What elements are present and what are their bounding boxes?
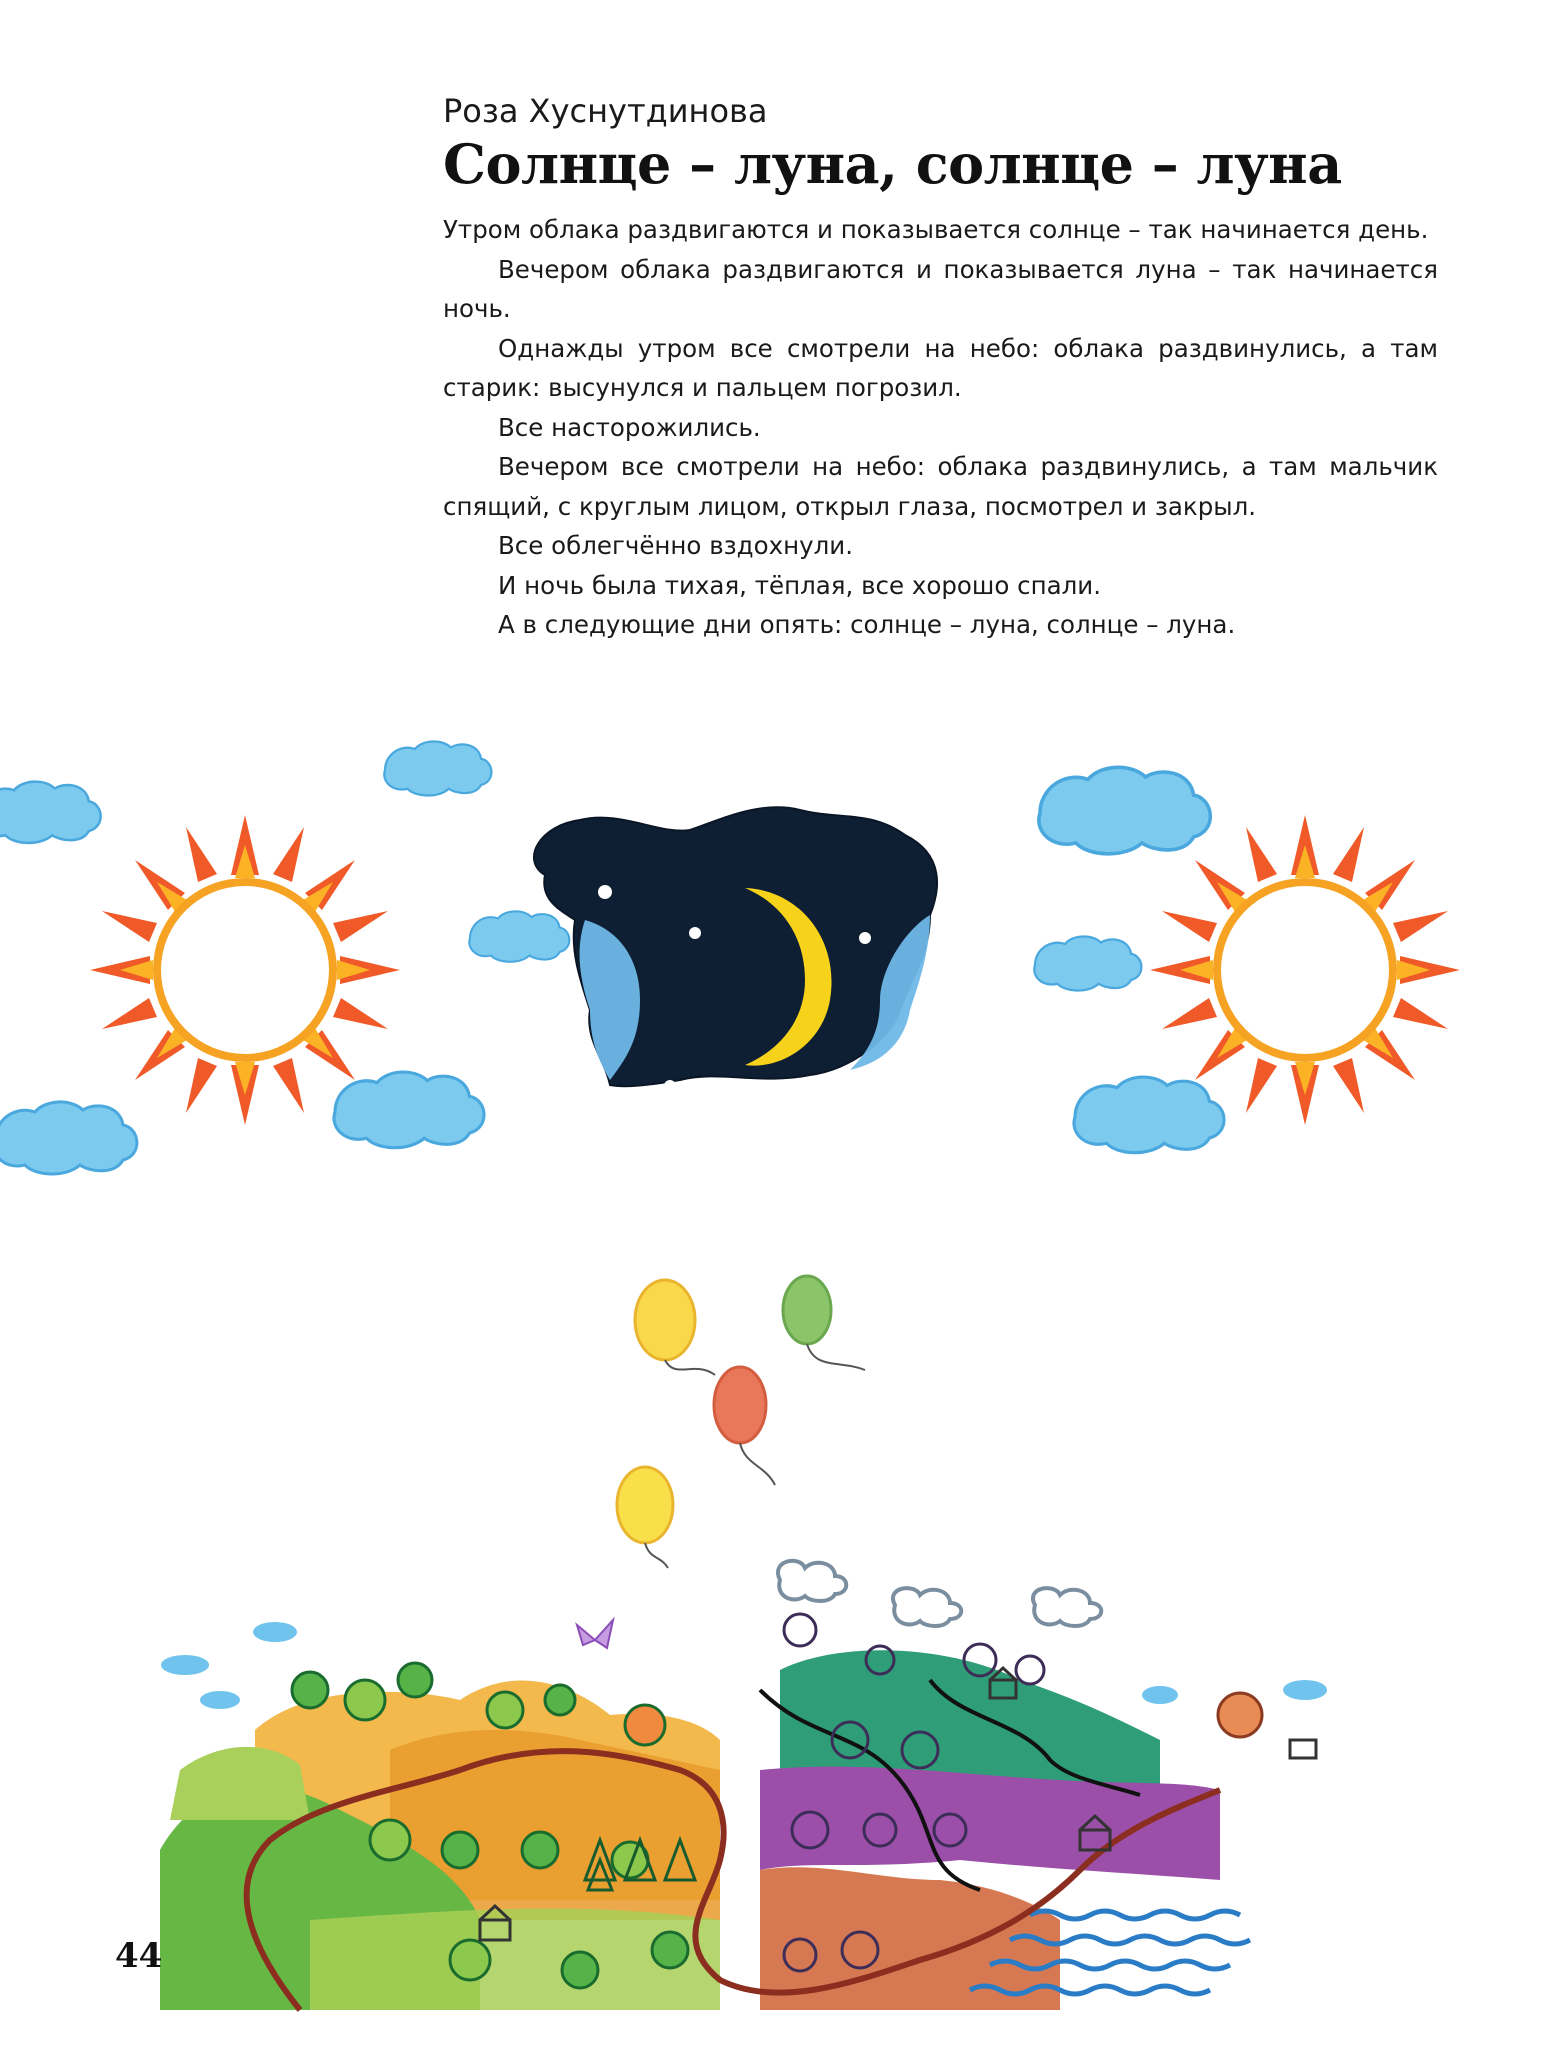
story-text [443, 210, 1438, 645]
sun-right [1150, 815, 1460, 1125]
sky-illustration [0, 740, 1553, 1240]
hill-green-small [170, 1747, 310, 1820]
butterfly-icon [577, 1620, 613, 1648]
star-icon [789, 1094, 801, 1106]
balloon-yellow-top [635, 1280, 715, 1375]
cloud-left-bottom [0, 1102, 137, 1174]
author-name: Роза Хуснутдинова [443, 92, 768, 130]
star-icon [978, 861, 992, 875]
star-icon [689, 927, 701, 939]
balloon-green [783, 1276, 865, 1370]
balloon-red [714, 1367, 775, 1485]
cloud-right-middle [1034, 936, 1141, 990]
paragraph: Однажды утром все смотрели на небо: облака раздвинулись, а там старик: высунулся и пальцем погрозил. [443, 333, 1438, 402]
cloud-top-middle-left [384, 741, 491, 795]
paragraph: Вечером облака раздвигаются и показывается луна – так начинается ночь. [443, 254, 1438, 323]
cloud-middle-left [469, 911, 569, 961]
cloud-right-low [1074, 1077, 1224, 1153]
night-cloud [534, 807, 992, 1106]
star-icon [598, 885, 612, 899]
paragraph: И ночь была тихая, тёплая, все хорошо спали. [498, 570, 1101, 600]
star-icon [664, 1080, 676, 1092]
cloud-right-top [1039, 767, 1210, 853]
cloud-middle-left-low [334, 1072, 484, 1148]
paragraph: Утром облака раздвигаются и показывается солнце – так начинается день. [443, 215, 1429, 244]
page-number: 44 [115, 1936, 163, 1976]
story-title: Солнце – луна, солнце – луна [443, 132, 1342, 196]
paragraph: Все облегчённо вздохнули. [498, 531, 853, 560]
balloons-illustration [600, 1270, 900, 1570]
paragraph: Вечером все смотрели на небо: облака раздвинулись, а там мальчик спящий, с круглым лицом, открыл глаза, посмотрел и закрыл. [443, 452, 1438, 521]
sun-left [90, 815, 400, 1125]
landscape-illustration [160, 1540, 1350, 2020]
cloud-left-top [0, 782, 101, 843]
star-icon [859, 932, 871, 944]
paragraph: Все насторожились. [498, 412, 761, 442]
small-clouds [778, 1561, 1101, 1626]
paragraph: А в следующие дни опять: солнце – луна, солнце – луна. [498, 610, 1236, 639]
